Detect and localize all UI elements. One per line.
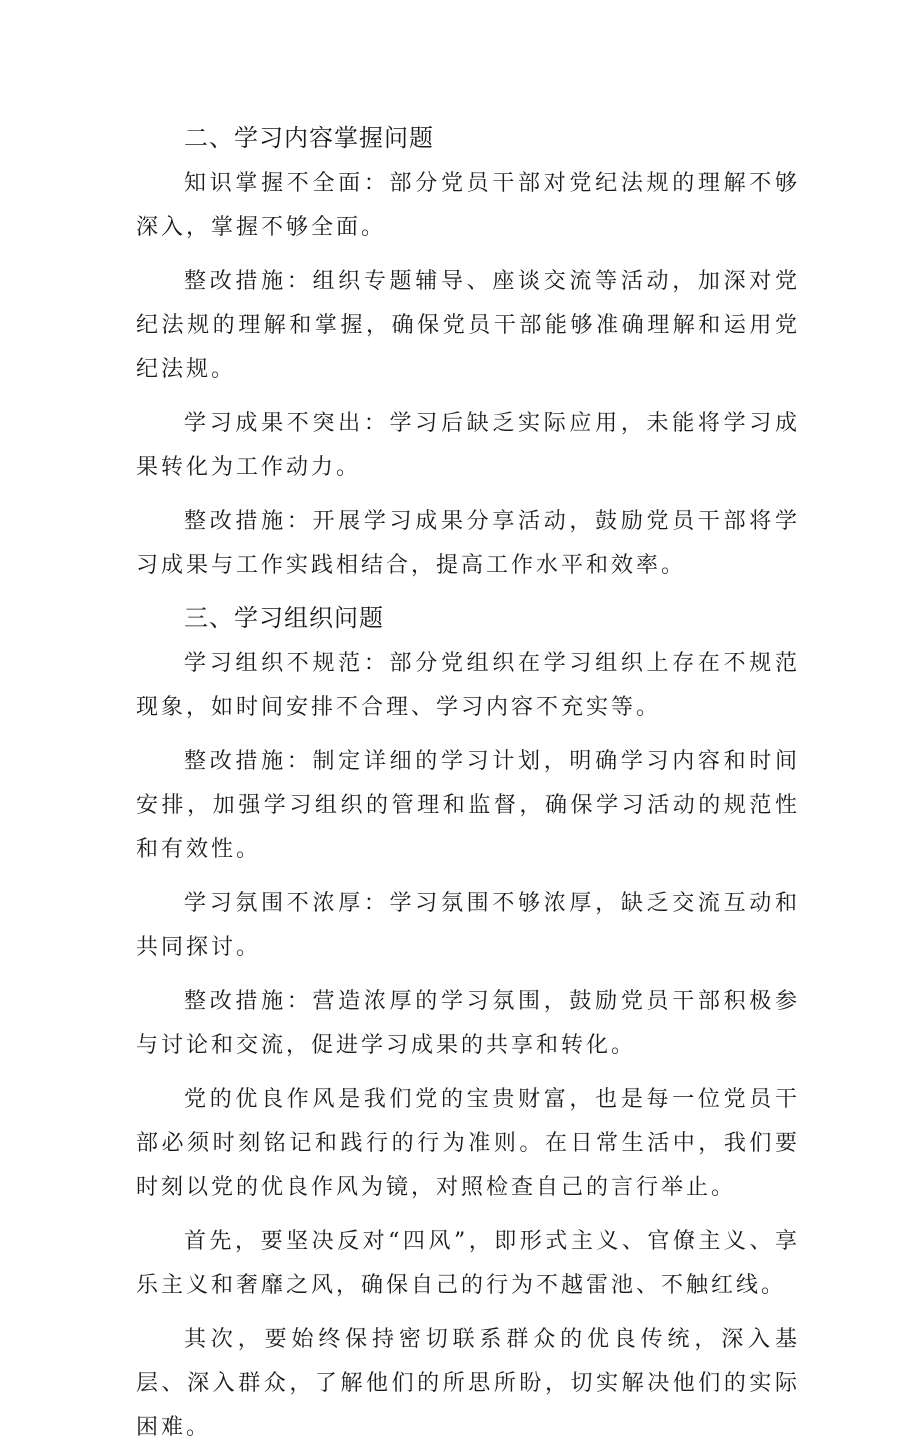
paragraph: 学习成果不突出：学习后缺乏实际应用，未能将学习成果转化为工作动力。 (136, 411, 800, 480)
paragraph: 党的优良作风是我们党的宝贵财富，也是每一位党员干部必须时刻铭记和践行的行为准则。在日常生活中，我们要时刻以党的优良作风为镜，对照检查自己的言行举止。 (136, 1087, 800, 1200)
paragraph: 学习组织不规范：部分党组织在学习组织上存在不规范现象，如时间安排不合理、学习内容不充实等。 (136, 651, 800, 720)
paragraph: 其次，要始终保持密切联系群众的优良传统，深入基层、深入群众，了解他们的所思所盼，切实解决他们的实际困难。 (136, 1327, 800, 1440)
paragraph: 整改措施：组织专题辅导、座谈交流等活动，加深对党纪法规的理解和掌握，确保党员干部能够准确理解和运用党纪法规。 (136, 269, 800, 382)
paragraph: 首先，要坚决反对“四风”，即形式主义、官僚主义、享乐主义和奢靡之风，确保自己的行为不越雷池、不触红线。 (136, 1229, 800, 1298)
paragraph: 整改措施：开展学习成果分享活动，鼓励党员干部将学习成果与工作实践相结合，提高工作水平和效率。 (136, 509, 800, 578)
section-heading-2: 二、学习内容掌握问题 (184, 124, 434, 152)
paragraph: 整改措施：制定详细的学习计划，明确学习内容和时间安排，加强学习组织的管理和监督，确保学习活动的规范性和有效性。 (136, 749, 800, 862)
paragraph: 整改措施：营造浓厚的学习氛围，鼓励党员干部积极参与讨论和交流，促进学习成果的共享和转化。 (136, 989, 800, 1058)
paragraph: 知识掌握不全面：部分党员干部对党纪法规的理解不够深入，掌握不够全面。 (136, 171, 800, 240)
section-heading-3: 三、学习组织问题 (184, 604, 384, 632)
paragraph: 学习氛围不浓厚：学习氛围不够浓厚，缺乏交流互动和共同探讨。 (136, 891, 800, 960)
